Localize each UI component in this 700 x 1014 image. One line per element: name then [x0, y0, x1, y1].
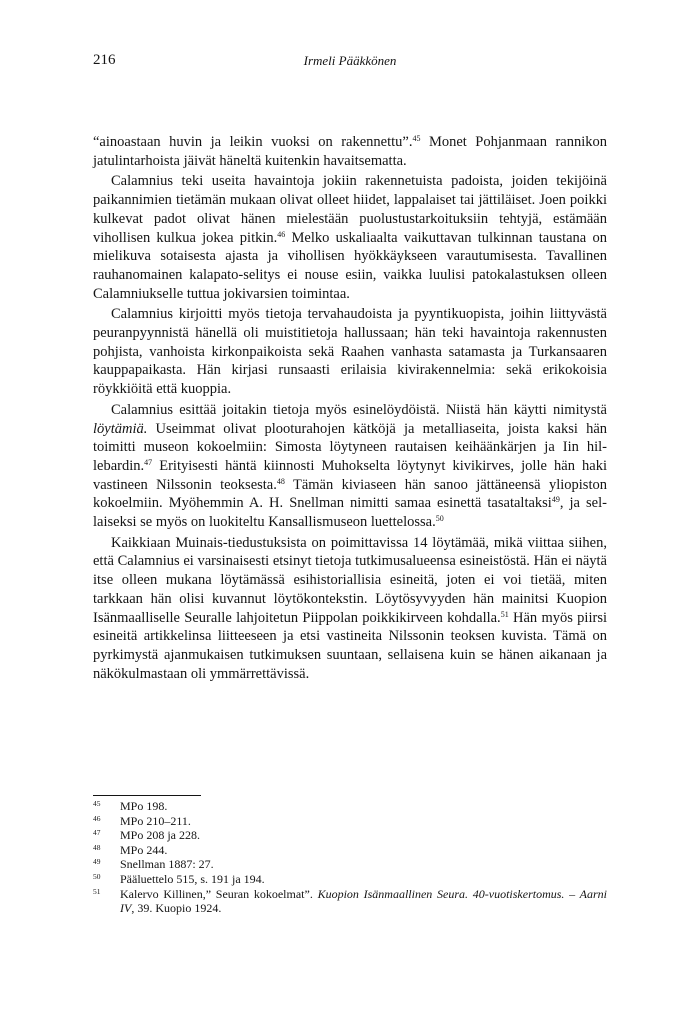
text-run: , ja sellaiseksi se myös on luokiteltu Kansallismuseon luettelossa.: [93, 495, 607, 531]
footnote-ref: 48: [276, 476, 285, 486]
text-run: Erityisesti häntä kiinnosti Muhokselta löytynyt kivikirves, jolle hän haki vastineen Nilssonin teoksesta.: [93, 457, 607, 493]
text-run: Melko uskaliaalta vaikuttavan tulkinnan taustana on mielikuva sotaisesta ajasta ja vihollisen hyökkäykseen varautumisesta. Tavallinen rauhanomainen kalapato-selitys ei nouse esiin, vaikka luulisi patokalastuksen olleen Calamniukselle tuttua jokivarsien toimintaa.: [93, 229, 607, 302]
text-run: Calamnius esittää joitakin tietoja myös esinelöydöistä. Niistä hän käytti nimitystä: [111, 401, 607, 418]
running-title: Irmeli Pääkkönen: [303, 53, 397, 68]
footnote-number: 50: [93, 871, 101, 881]
footnote-number: 46: [93, 813, 101, 823]
footnote-text: [120, 887, 607, 916]
footnote-ref: 45: [412, 134, 421, 143]
footnote-number: 45: [93, 799, 101, 808]
paragraph: [93, 534, 607, 684]
paragraph: [93, 305, 607, 399]
footnote-number: 47: [93, 828, 101, 838]
text-run: , 39. Kuopio 1924.: [131, 901, 222, 916]
footnote-number: 48: [93, 842, 101, 852]
footnote: [93, 857, 607, 872]
footnote-text: [120, 799, 167, 813]
footnote: [93, 828, 607, 843]
footnote-ref: 51: [500, 609, 509, 619]
footnote: [93, 872, 607, 887]
text-run: Tämän kiviaseen hän sanoo jättäneensä yliopiston kokoelmiin. Myöhemmin A. H. Snellman nimitti samaa esinettä tasataltaksi: [93, 476, 607, 512]
footnote-text: [120, 872, 265, 886]
text-run: “ainoastaan huvin ja leikin vuoksi on rakennettu”.: [93, 134, 413, 150]
text-run: Snellman 1887: 27.: [120, 857, 214, 872]
paragraph: [93, 172, 607, 303]
body-text: [93, 133, 607, 685]
text-run: Monet Pohjanmaan rannikon jatulintarhoista jäivät häneltä kuitenkin havaitsematta.: [93, 134, 607, 169]
page-header: [93, 52, 607, 72]
text-run: Pääluettelo 515, s. 191 ja 194.: [120, 871, 265, 886]
footnote: [93, 887, 607, 916]
footnote-number: 49: [93, 857, 101, 867]
footnote-text: [120, 843, 167, 857]
italic-text: löytämiä.: [93, 420, 148, 437]
footnote-divider: [93, 795, 201, 796]
paragraph: [93, 401, 607, 532]
footnote-ref: 47: [144, 457, 153, 467]
text-run: MPo 244.: [120, 842, 168, 857]
italic-text: Kuopion Isänmaallinen Seura. 40-vuotiskertomus. – Aarni IV: [120, 886, 608, 916]
footnote-text: [120, 828, 200, 842]
text-run: Calamnius teki useita havaintoja jokiin rakennetuista padoista, joiden tekijöinä paikannimien tietämän mukaan olivat olleet hiidet, lappalaiset tai jättiläiset. Joen poikki kulkevat padot olivat hänen mielestään puolustustarkoituksiin tehtyjä, estämään vihollisen kulkua jokea pitkin.: [93, 173, 607, 246]
footnote-ref: 49: [551, 495, 560, 505]
paragraph: [93, 133, 607, 170]
footnote-text: [120, 814, 191, 828]
text-run: Hän myös piirsi esineitä artikkelinsa liitteeseen ja etsi vastineita Nilssonin teoksen kuvista. Tämä on pyrkimystä ajanmukaisen tutkimuksen suuntaan, sellaisena kuin se hänen aikanaan ja näkökulmastaan oli ymmärrettävissä.: [93, 609, 607, 682]
text-run: MPo 208 ja 228.: [120, 828, 201, 843]
text-run: Kalervo Killinen,” Seuran kokoelmat”.: [120, 886, 318, 901]
footnote-ref: 50: [435, 514, 444, 524]
text-run: Useimmat olivat plooturahojen kätköjä ja metalliaseita, joista kaksi hän toimitti museon kokoelmiin: Simosta löytyneen rautaisen keihäänkärjen ja Iin hillebardin.: [93, 420, 607, 474]
footnote-number: 51: [93, 886, 101, 896]
text-run: Kaikkiaan Muinais-tiedustuksista on poimittavissa 14 löytämää, mikä viittaa siihen, että Calamnius ei varsinaisesti etsinyt tietoja tutkimusalueensa esineistöstä. Hän ei näytä itse olleen mukana löytämässä esihistoriallisia esineitä, joten ei voi tietää, miten tarkkaan hän olisi kuvannut löytökontekstin. Löytösyvyyden hän mainitsi Kuopion Isänmaalliselle Seuralle lahjoitetun Piippolan poikkikirveen kohdalla.: [93, 534, 607, 626]
footnote: [93, 799, 607, 814]
footnote-ref: 46: [277, 229, 286, 239]
text-run: Calamnius kirjoitti myös tietoja tervahaudoista ja pyyntikuopista, joihin liittyvästä peuranpyynnistä hänellä oli muistitietoja hallussaan; hän teki havaintoja rakennusten pohjista, vanhoista kirkonpaikoista sekä Raahen vanhasta satamasta ja Turkansaaren kauppapaikasta. Hän kirjasi runsaasti erilaisia kivirakennelmia: sekä erikokoisia röykkiöitä että kuoppia.: [93, 306, 607, 398]
footnote: [93, 814, 607, 829]
footnotes: [93, 799, 607, 916]
page-number: 216: [93, 52, 116, 68]
text-run: MPo 210–211.: [120, 813, 191, 828]
footnote-text: [120, 857, 214, 871]
text-run: MPo 198.: [120, 799, 168, 813]
footnote: [93, 843, 607, 858]
